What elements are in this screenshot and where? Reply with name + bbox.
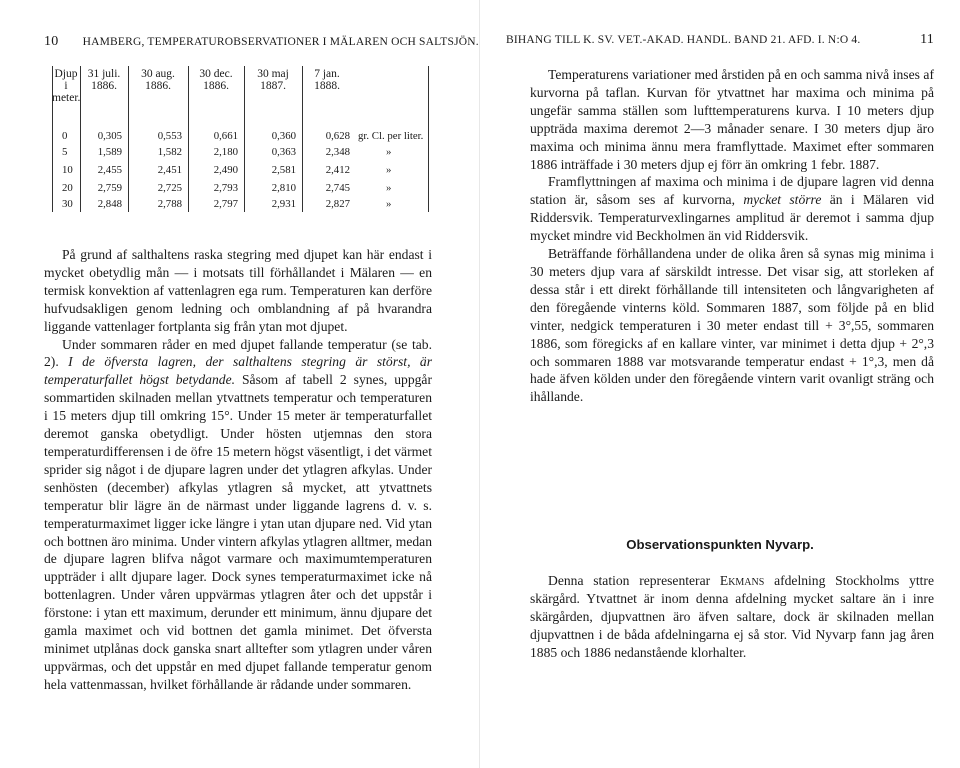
table-cell-unit: gr. Cl. per liter. bbox=[358, 130, 424, 142]
table-cell-value: 2,581 bbox=[271, 164, 296, 176]
table-header-col2: 30 aug. 1886. bbox=[141, 68, 175, 92]
table-cell-unit: » bbox=[386, 146, 392, 158]
table-cell-value: 2,788 bbox=[157, 198, 182, 210]
table-cell-value: 0,628 bbox=[325, 130, 350, 142]
table-cell-value: 0,360 bbox=[271, 130, 296, 142]
table-cell-depth: 0 bbox=[62, 130, 68, 142]
table-cell-value: 2,180 bbox=[213, 146, 238, 158]
table-cell-value: 2,412 bbox=[325, 164, 350, 176]
right-page-number: 11 bbox=[920, 32, 934, 47]
table-cell-depth: 30 bbox=[62, 198, 73, 210]
table-cell-unit: » bbox=[386, 182, 392, 194]
table-cell-value: 2,455 bbox=[97, 164, 122, 176]
left-page-header bbox=[44, 34, 479, 50]
table-cell-value: 2,759 bbox=[97, 182, 122, 194]
right-body-text-bottom bbox=[530, 572, 934, 662]
table-cell-value: 0,553 bbox=[157, 130, 182, 142]
table-cell-value: 2,348 bbox=[325, 146, 350, 158]
table-header-col1: 31 juli. 1886. bbox=[87, 68, 121, 92]
table-header-col5: 7 jan. 1888. bbox=[314, 68, 340, 92]
right-paragraph-2: Framflyttningen af maxima och minima i de djupare lagren vid denna station är, såsom ses af kurvorna, mycket större än i Mälaren vid Riddersvik. Temperaturvexlingarnes amplitud är deremot i samma djup mycket mindre vid Beckholmen än vid Riddersvik. bbox=[530, 174, 934, 244]
table-cell-value: 2,745 bbox=[325, 182, 350, 194]
table-cell-depth: 5 bbox=[62, 146, 68, 158]
table-cell-unit: » bbox=[386, 198, 392, 210]
table-cell-value: 2,848 bbox=[97, 198, 122, 210]
table-cell-value: 2,810 bbox=[271, 182, 296, 194]
right-running-head: BIHANG TILL K. SV. VET.-AKAD. HANDL. BAND 21. AFD. I. N:O 4. bbox=[506, 34, 861, 46]
table-cell-value: 2,793 bbox=[213, 182, 238, 194]
left-page-number: 10 bbox=[44, 34, 59, 49]
table-cell-value: 0,363 bbox=[271, 146, 296, 158]
table-cell-value: 1,589 bbox=[97, 146, 122, 158]
right-body-text-top bbox=[530, 66, 934, 406]
table-cell-value: 1,582 bbox=[157, 146, 182, 158]
left-paragraph-2: Under sommaren råder en med djupet fallande temperatur (se tab. 2). I de öfversta lagren, der salthaltens stegring är störst, är temperaturfallet högst betydande. Såsom af tabell 2 synes, uppgår sommartiden skilnaden mellan ytvattnets temperatur och temperaturen i 15 meters djup till omkring 15°. Under 15 meter är temperaturfallet deremot ganska obetydligt. Under hösten utjemnas den stora temperaturdifferensen i de öfre 15 metern högst väsentligt, i det värmet sprider sig något i de djupare lagren under det ytlagren afkylas. Under senhösten (december) afkylas ytlagren så mycket, att ytvattnets temperatur blir lägre än de närmast under liggande lagrens d. v. s. temperaturmaximet ligger icke längre i ytan utan djupare ned. Vid ytan och bottnen äro minima. Under vintern afkylas ytlagren alltmer, medan de djupare lagren blifva något varmare och maximumtemperaturen uppträder i allt djupare lager. Dock synes temperaturmaximet icke nå bottenlagren. Under våren uppvärmas ytlagren åter och det uppstår i förstone: i ytan ett maximum, derunder ett minimum, ännu djupare det gamla maximet och vid bottnen det gamla minimet. Det öfversta minimet utplånas dock ganska snart alltefter som ytlagren under våren uppvärmas, och det uppstår en med djupet fallande temperatur genom hela vattenmassan, hvilket förhållande är rådande under sommaren. bbox=[44, 336, 432, 692]
right-page bbox=[480, 0, 960, 768]
left-running-head: HAMBERG, TEMPERATUROBSERVATIONER I MÄLAREN OCH SALTSJÖN. bbox=[82, 36, 479, 48]
table-header-col3: 30 dec. 1886. bbox=[199, 68, 233, 92]
left-body-text bbox=[44, 246, 432, 694]
table-header-depth: Djup i meter. bbox=[52, 68, 81, 104]
right-paragraph-3: Beträffande förhållandena under de olika åren så synas mig minima i 30 meters djup vara af särskildt intresse. Det visar sig, att storleken af dessa står i ett direkt förhållande till intensiteten och långvarigheten af den föregående vinterns köld. Sommaren 1887, som följde på en blid vinter, nedgick temperaturen i 30 meter endast till + 3°,55, sommaren 1886, som föregicks af en kallare vinter, var minimet i detta djup + 2°,3 och sommaren 1888 var motsvarande temperatur endast + 1°,3, men då hade äfven kölden under den föregående vintern varit ovanligt sträng och ihållande. bbox=[530, 246, 934, 405]
table-cell-unit: » bbox=[386, 164, 392, 176]
table-cell-depth: 10 bbox=[62, 164, 73, 176]
table-header-col4: 30 maj 1887. bbox=[257, 68, 289, 92]
right-page-header bbox=[506, 34, 934, 46]
table-cell-value: 2,931 bbox=[271, 198, 296, 210]
table-cell-value: 2,725 bbox=[157, 182, 182, 194]
table-cell-value: 2,490 bbox=[213, 164, 238, 176]
table-cell-depth: 20 bbox=[62, 182, 73, 194]
salinity-table bbox=[52, 66, 432, 212]
right-paragraph-1: Temperaturens variationer med årstiden på en och samma nivå inses af kurvorna på taflan. Kurvan för ytvattnet har maxima och minima på ungefär samma ställen som lufttemperaturens kurva. I 10 meters djup uppträda maxima deremot 2—3 månader senare. I 30 meters djup äro maxima och minima ännu mera framflyttade. Maximet efter sommaren 1886 inträffade i 30 meters djup ej förr än omkring 1 febr. 1887. bbox=[530, 67, 934, 172]
table-cell-value: 0,305 bbox=[97, 130, 122, 142]
table-cell-value: 0,661 bbox=[213, 130, 238, 142]
table-cell-value: 2,827 bbox=[325, 198, 350, 210]
right-paragraph-4: Denna station representerar Ekmans afdelning Stockholms yttre skärgård. Ytvattnet är inom denna afdelning mycket saltare än i inre skärgården, djupvattnen äro äfven saltare, dock är skilnaden mellan djupvattnen i de båda afdelningarna ej så stor. Vid Nyvarp fann jag åren 1885 och 1886 nedanstående klorhalter. bbox=[530, 573, 934, 660]
table-cell-value: 2,797 bbox=[213, 198, 238, 210]
section-heading: Observationspunkten Nyvarp. bbox=[626, 537, 814, 552]
left-paragraph-1: På grund af salthaltens raska stegring med djupet kan här endast i mycket obetydlig mån — i motsats till förhållandet i Mälaren — en termisk konvektion af vattenlagren ega rum. Temperaturen kan derföre hufvudsakligen genom ledning och omblandning af på hvarandra liggande vattenlager fortplanta sig från ytan mot djupet. bbox=[44, 247, 432, 334]
table-cell-value: 2,451 bbox=[157, 164, 182, 176]
